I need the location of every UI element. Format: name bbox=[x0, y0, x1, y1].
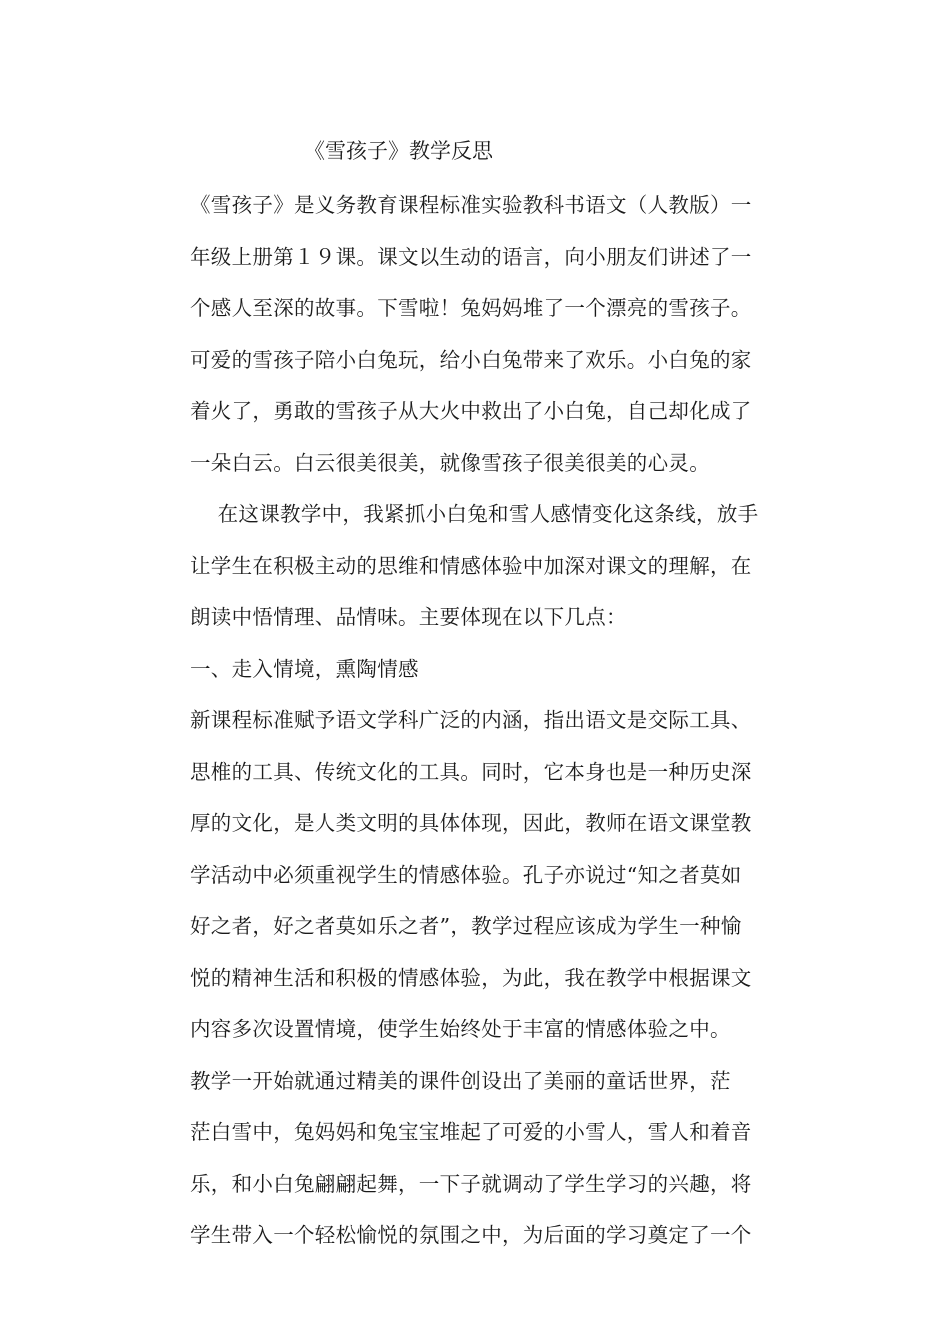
document-title: 《雪孩子》教学反思 bbox=[304, 139, 493, 163]
text-line: 新课程标准赋予语文学科广泛的内涵，指出语文是交际工具、 bbox=[190, 708, 752, 732]
text-line: 内容多次设置情境，使学生始终处于丰富的情感体验之中。 bbox=[190, 1017, 731, 1041]
text-line: 悦的精神生活和积极的情感体验，为此，我在教学中根据课文 bbox=[190, 965, 752, 990]
text-line: 可爱的雪孩子陪小白兔玩，给小白兔带来了欢乐。小白兔的家 bbox=[190, 347, 752, 372]
text-line: 一朵白云。白云很美很美，就像雪孩子很美很美的心灵。 bbox=[190, 450, 710, 475]
text-line: 着火了，勇敢的雪孩子从大火中救出了小白兔，自己却化成了 bbox=[190, 399, 752, 423]
text-line: 个感人至深的故事。下雪啦！兔妈妈堆了一个漂亮的雪孩子。 bbox=[190, 296, 752, 320]
text-line: 教学一开始就通过精美的课件创设出了美丽的童话世界，茫 bbox=[190, 1068, 731, 1093]
text-line: 年级上册第１９课。课文以生动的语言，向小朋友们讲述了一 bbox=[190, 244, 752, 269]
text-line: 好之者，好之者莫如乐之者”，教学过程应该成为学生一种愉 bbox=[190, 914, 742, 938]
text-line: 朗读中悟情理、品情味。主要体现在以下几点： bbox=[190, 605, 627, 629]
text-line: 在这课教学中，我紧抓小白兔和雪人感情变化这条线，放手 bbox=[190, 502, 759, 526]
text-line: 茫白雪中，兔妈妈和兔宝宝堆起了可爱的小雪人，雪人和着音 bbox=[190, 1120, 752, 1144]
text-line: 思椎的工具、传统文化的工具。同时，它本身也是一种历史深 bbox=[190, 759, 752, 784]
text-line: 学活动中必须重视学生的情感体验。孔子亦说过“知之者莫如 bbox=[190, 862, 742, 887]
text-line: 厚的文化，是人类文明的具体体现，因此，教师在语文课堂教 bbox=[190, 811, 752, 835]
text-line: 《雪孩子》是义务教育课程标准实验教科书语文（人教版）一 bbox=[190, 193, 752, 217]
section-heading: 一、走入情境，熏陶情感 bbox=[190, 656, 419, 681]
text-line: 乐，和小白兔翩翩起舞，一下子就调动了学生学习的兴趣，将 bbox=[190, 1171, 752, 1196]
document-body bbox=[190, 180, 810, 1262]
text-line: 让学生在积极主动的思维和情感体验中加深对课文的理解，在 bbox=[190, 553, 752, 578]
text-line: 学生带入一个轻松愉悦的氛围之中，为后面的学习奠定了一个 bbox=[190, 1223, 752, 1247]
